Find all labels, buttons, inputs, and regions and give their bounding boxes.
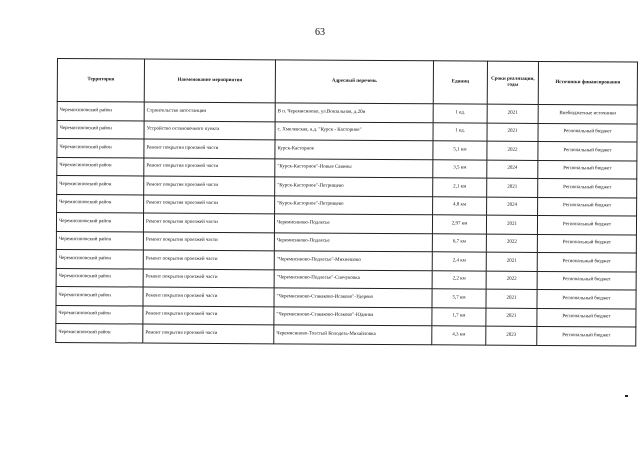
cell-address: "Черемисиново-Стакаково-Исаково"-Юдинка — [274, 306, 432, 325]
cell-year: 2023 — [486, 326, 537, 345]
cell-territory: Черемисиновский район — [57, 139, 144, 158]
cell-unit: 2,2 км — [432, 270, 486, 289]
cell-source: Региональный бюджет — [537, 271, 636, 290]
cell-source: Региональный бюджет — [538, 197, 637, 216]
cell-territory: Черемисиновский район — [57, 194, 144, 213]
cell-unit: 4,3 км — [432, 326, 486, 345]
header-row — [57, 59, 637, 106]
cell-source: Региональный бюджет — [538, 123, 637, 142]
measures-table — [55, 58, 638, 346]
cell-territory: Черемисиновский район — [56, 305, 143, 324]
cell-address: "Курск-Касторное"-Петрищево — [275, 195, 433, 214]
cell-unit: 2,1 км — [433, 178, 487, 197]
cell-territory: Черемисиновский район — [57, 120, 144, 139]
cell-source: Региональный бюджет — [538, 141, 637, 160]
cell-year: 2024 — [487, 160, 538, 179]
cell-unit: 3,5 км — [433, 159, 487, 178]
cell-event: Устройство остановочного пункта — [144, 121, 275, 140]
table-row — [56, 323, 636, 345]
cell-unit: 1 ед. — [433, 122, 487, 141]
cell-address: с. Хмелевская, а.д. "Курск - Касторное" — [275, 121, 433, 140]
cell-year: 2021 — [486, 289, 537, 308]
cell-unit: 4,8 км — [433, 196, 487, 215]
cell-unit: 5,7 км — [432, 289, 486, 308]
cell-unit: 2,97 км — [432, 215, 486, 234]
cell-address: "Курск-Касторное"-Петрищево — [275, 177, 433, 196]
cell-year: 2021 — [486, 252, 537, 271]
cell-territory: Черемисиновский район — [56, 213, 143, 232]
cell-event: Ремонт покрытия проезжей части — [143, 232, 274, 251]
cell-year: 2022 — [486, 234, 537, 253]
cell-unit: 1,7 км — [432, 307, 486, 326]
cell-source: Внебюджетные источники — [538, 104, 637, 123]
cell-year: 2021 — [487, 123, 538, 142]
header-address: Адресный перечень — [275, 60, 433, 104]
cell-event: Ремонт покрытия проезжей части — [144, 158, 275, 177]
cell-territory: Черемисиновский район — [56, 249, 143, 268]
cell-source: Региональный бюджет — [537, 234, 636, 253]
cell-unit: 1 ед. — [433, 104, 487, 123]
cell-address: "Курск-Касторное"-Новые Савины — [275, 158, 433, 177]
cell-address: Черемисиново-Подлесье — [274, 232, 432, 251]
cell-event: Ремонт покрытия проезжей части — [143, 287, 274, 306]
cell-source: Региональный бюджет — [537, 326, 636, 345]
cell-address: "Черемисиново-Подлесье"-Михнешово — [274, 251, 432, 270]
cell-source: Региональный бюджет — [538, 160, 637, 179]
cell-event: Строительство автостанции — [144, 102, 275, 121]
cell-event: Ремонт покрытия проезжей части — [143, 250, 274, 269]
cell-event: Ремонт покрытия проезжей части — [143, 324, 274, 343]
table-body — [56, 102, 637, 346]
header-territory: Территория — [57, 59, 144, 103]
cell-year: 2024 — [487, 197, 538, 216]
cell-year: 2021 — [486, 308, 537, 327]
page-number: 63 — [315, 27, 325, 38]
cell-territory: Черемисиновский район — [57, 157, 144, 176]
cell-address: Курск-Касторное — [275, 140, 433, 159]
cell-territory: Черемисиновский район — [56, 323, 143, 342]
cell-event: Ремонт покрытия проезжей части — [143, 213, 274, 232]
cell-territory: Черемисиновский район — [56, 231, 143, 250]
cell-event: Ремонт покрытия проезжей части — [144, 139, 275, 158]
cell-address: "Черемисиново-Подлесье"-Спечуковка — [274, 269, 432, 288]
cell-address: Черемисиново-Толстый Колодезь-Михайловка — [274, 325, 432, 344]
table-container — [57, 58, 637, 343]
header-unit: Единиц — [433, 61, 487, 104]
cell-address: В п. Черемисиново, ул.Вокзальная, д.20и — [275, 103, 433, 122]
cell-address: "Черемисиново-Стакаково-Исаково"-Удерево — [274, 288, 432, 307]
cell-year: 2022 — [487, 141, 538, 160]
cell-event: Ремонт покрытия проезжей части — [144, 176, 275, 195]
cell-source: Региональный бюджет — [538, 178, 637, 197]
cell-event: Ремонт покрытия проезжей части — [143, 269, 274, 288]
header-source: Источники финансирования — [538, 61, 637, 105]
cell-unit: 5,1 км — [433, 141, 487, 160]
cell-territory: Черемисиновский район — [57, 176, 144, 195]
cell-year: 2021 — [486, 215, 537, 234]
cell-unit: 2,4 км — [432, 252, 486, 271]
header-term: Сроки реализации, годы — [487, 61, 538, 104]
scan-mark — [625, 395, 628, 397]
cell-territory: Черемисиновский район — [57, 102, 144, 121]
cell-unit: 6,7 км — [432, 233, 486, 252]
header-event: Наименование мероприятия — [144, 59, 275, 103]
cell-event: Ремонт покрытия проезжей части — [143, 306, 274, 325]
cell-territory: Черемисиновский район — [56, 268, 143, 287]
cell-year: 2022 — [486, 271, 537, 290]
cell-year: 2021 — [487, 104, 538, 123]
cell-event: Ремонт покрытия проезжей части — [144, 195, 275, 214]
cell-address: Черемисиново-Подлесье — [274, 214, 432, 233]
cell-territory: Черемисиновский район — [56, 286, 143, 305]
cell-source: Региональный бюджет — [537, 308, 636, 327]
cell-source: Региональный бюджет — [537, 252, 636, 271]
cell-source: Региональный бюджет — [537, 289, 636, 308]
cell-source: Региональный бюджет — [537, 215, 636, 234]
cell-year: 2021 — [487, 178, 538, 197]
